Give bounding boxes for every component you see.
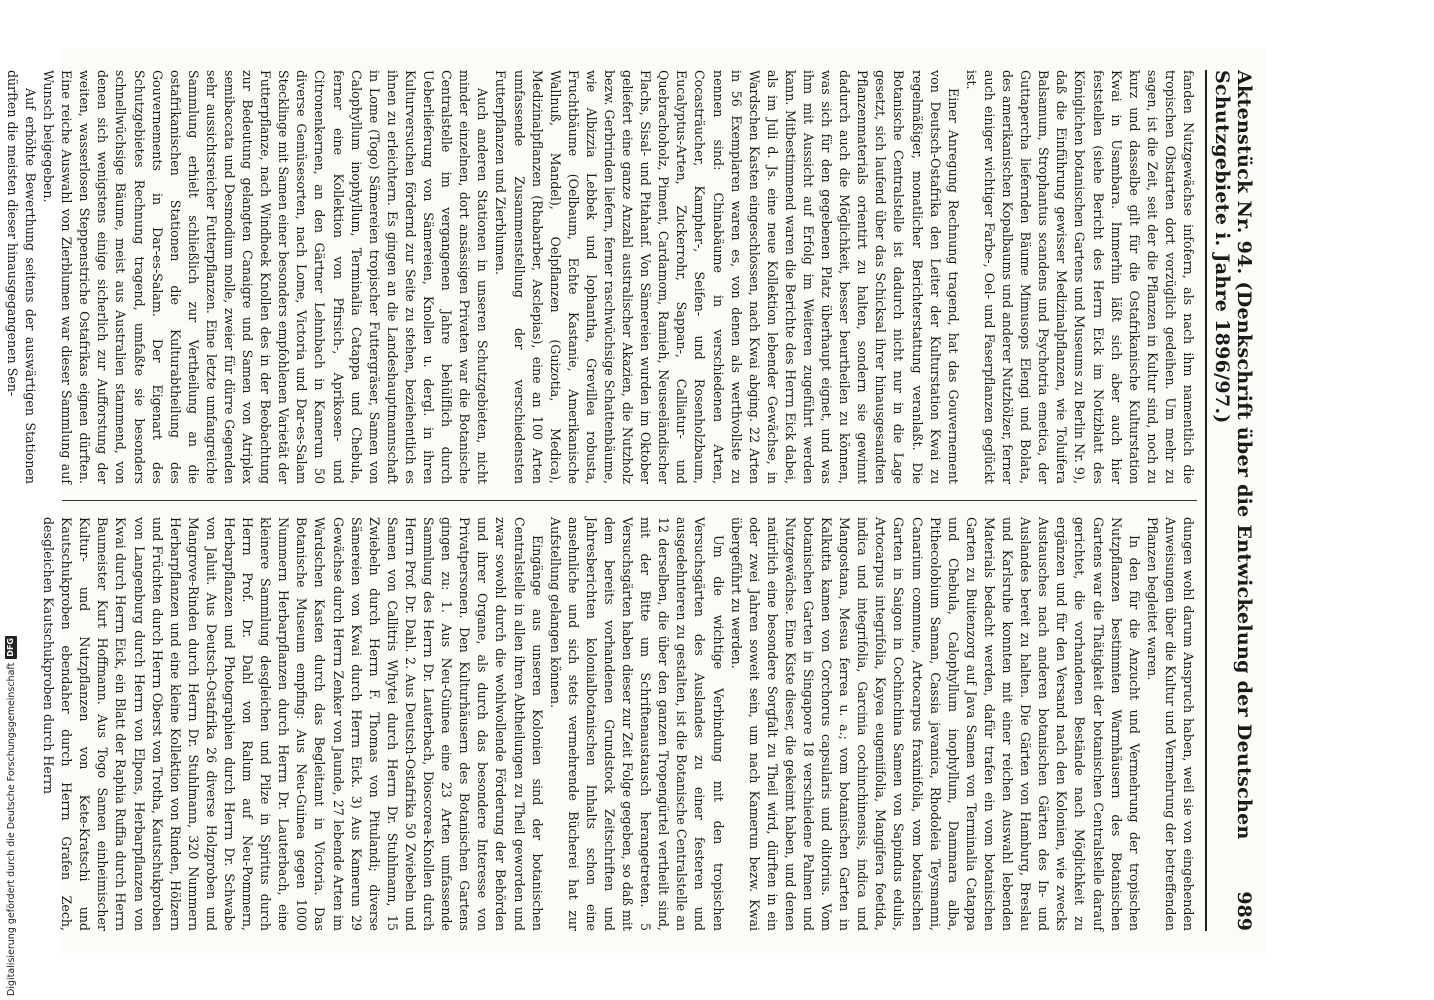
paragraph: Auf erhöhte Bewerthung seitens der auswärtigen Stationen dürften die meisten dieser hinausgegangenen Sen-: [4, 70, 38, 484]
paragraph: Um die wichtige Verbindung mit den tropischen Versuchsgärten des Auslandes zu einer festeren und ausgedehnteren zu gestalten, ist die Botanische Centralstelle an 12 derselben, die über den ganzen Tropengürtel vertheilt sind, mit der Bitte um Schriftenaustausch herangetreten. 5 Versuchsgärten haben dieser zur Zeit Folge gegeben, so daß mit dem bereits vorhandenen Grundstock Zeitschriften und Jahresberichten kolonialbotanischen Inhalts schon eine ansehnliche und sich stets vermehrende Bücherei hat zur Aufstellung gelangen können.: [547, 517, 726, 931]
paragraph: Eingänge aus unseren Kolonien sind der botanischen Centralstelle in allen ihren Abtheilungen zu Theil geworden und zwar sowohl durch die wohlwollende Förderung der Behörden und ihrer Organe, als durch das besondere Interesse von Privatpersonen. Den Kulturhäusern des Botanischen Gartens gingen zu: 1. Aus Neu-Guinea eine 23 Arten umfassende Sammlung des Herrn Dr. Lauterbach, Dioscorea-Knollen durch Herrn Prof. Dr. Dahl. 2. Aus Deutsch-Ostafrika 50 Zwiebeln und Samen von Callitris Whytei durch Herrn Dr. Stuhlmann, 15 Zwiebeln durch Herrn F. Thomas von Pitulandi; diverse Sämereien von Kwai durch Herrn Eick. 3) Aus Kamerun 29 Gewächse durch Herrn Zenker von Jaunde, 27 lebende Arten im Wardschen Kasten durch das Begleitamt in Victoria. Das Botanische Museum empfing: Aus Neu-Guinea gegen 1000 Nummern Herbarpflanzen durch Herrn Dr. Lauterbach, eine kleinere Sammlung desgleichen und Pilze in Spiritus durch Herrn Prof. Dr. Dahl von Ralum auf Neu-Pommern, Herbarpflanzen und Photographien durch Herrn Dr. Schwabe von Jaluit. Aus Deutsch-Ostafrika 26 diverse Holzproben und Mangrove-Rinden durch Herrn Dr. Stuhlmann, 320 Nummern Herbarpflanzen und eine kleine Kollektion von Rinden, Hölzern und Früchten durch Herrn Oberst von Trotha, Kautschukproben von Langenburg durch Herrn von Elpons, Herbarpflanzen von Kwai durch Herrn Eick, ein Blatt der Raphia Ruffia durch Herrn Baumeister Kurt Hoffmann. Aus Togo Samen einheimischer Kultur- und Nutzpflanzen von Kete-Kratschi und Kautschukproben ebendaher durch Herrn Grafen Zech, desgleichen Kautschukproben durch Herrn: [41, 517, 545, 931]
running-head: Aktenstück Nr. 94. (Denkschrift über die Entwickelung der Deutschen Schutzgebiete i. Jahre 1896/97.): [1211, 70, 1255, 840]
paragraph: fanden Nutzgewächse infofern, als nach ihm namentlich die tropischen Obstarten dort vorzüglich gedeihen. Um mehr zu sagen, ist die Zeit, seit der die Pflanzen in Kultur sind, noch zu kurz und dasselbe gilt für die Ostafrikanische Kulturstation Kwai in Usambara. Immerhin läßt sich aber auch hier feststellen (siehe Bericht des Herrn Eick im Notizblatt des Königlichen botanischen Gartens und Museums zu Berlin Nr. 9), daß die Einführung gewisser Medizinalpflanzen, wie Toluifera Balsamum, Strophantus scandens und Psychotria emetica, der Guttapercha liefernden Bäume Mimusops Elengi und Bolata, des amerikanischen Kopalbaums und anderer Nutzhölzer, ferner auch einiger wichtiger Farbe-, Oel- und Faserpflanzen geglückt ist.: [963, 70, 1196, 484]
credit-text: Digitalisierung gefördert durch die Deutsche Forschungsgemeinschaft: [5, 662, 17, 996]
right-column: [41, 517, 1197, 931]
digitization-credit: [4, 376, 18, 996]
left-column: [4, 70, 1197, 485]
paragraph: Einer Anregung Rechnung tragend, hat das Gouvernement von Deutsch-Ostafrika den Leiter der Kulturstation Kwai zu regelmäßiger, monatlicher Berichterstattung veranlaßt. Die Botanische Centralstelle ist dadurch nicht nur in die Lage gesetzt, sich laufend über das Schicksal ihrer hinausgesandten Pflanzenmaterials orientirt zu halten, sondern sie gewinnt dadurch auch die Möglichkeit, besser beurtheilen zu können, was sich für den gegebenen Platz überhaupt eignet, und was ihm mit Aussicht auf Erfolg im Weiteren zugeführt werden kann. Mitbestimmend waren die Berichte des Herrn Eick dabei, als im Juli d. Js. eine neue Kollektion lebender Gewächse, in Wardschen Kasten eingeschlossen, nach Kwai abging. 22 Arten in 56 Exemplaren waren es, von denen als werthvollste zu nennen sind: Chinabäume in verschiedenen Arten, Cocasträucher, Kampher-, Seifen- und Rosenholzbaum, Eucalyptus-Arten, Zuckerrohr, Sappan-, Calliatur- und Quebrachoholz, Piment, Cardamom, Ramieh, Neuseeländischer Flachs, Sisal- und Pitahanf. Von Sämereien wurden im Oktober geliefert eine ganze Anzahl australischer Akazien, die Nutzholz bezw. Gerbrinden liefern, ferner raschwüchsige Schattenbäume, wie Albizzia Lebbek und lophantha, Grevillea robusta, Fruchtbäume (Oelbaum, Echte Kastanie, Amerikanische Wallnuß, Mandel), Oelpflanzen (Guizotia, Medica), Medizinalpflanzen (Rhabarber, Asclepias), eine an 100 Arten umfassende Zusammenstellung der verschiedensten Futterpflanzen und Zierblumen.: [493, 70, 961, 484]
page-header: [1205, 70, 1255, 931]
page-number: 989: [1233, 891, 1255, 931]
paragraph: In den für die Anzucht und Vermehrung der tropischen Nutzpflanzen bestimmten Warmhäusern des Botanischen Gartens war die Thätigkeit der botanischen Centralstelle darauf gerichtet, die vorhandenen Bestände nach Möglichkeit zu ergänzen und für den Versand nach den Kolonien, wie zwecks Austausches nach anderen botanischen Gärten des In- und Auslandes bereit zu halten. Die Gärten von Hamburg, Breslau und Karlsruhe konnten mit einer reichen Auswahl lebenden Materials bedacht werden, dafür trafen ein vom botanischen Garten zu Buitenzorg auf Java Samen von Terminalia Catappa und Chebula, Calophyllum inophyllum, Dammara alba, Pithecolobium Saman, Cassia javanica, Rhodoleia Teysmanni, Canarium commune, Artocarpus fraxinifolia, vom botanischen Garten in Saigon in Cochinchina Samen von Sapindus edulis, Artocarpus integrifolia, Kayea eugeniifolia, Mangifera foetida, indica und integrifolia, Garcinia cochinchinensis, indica und Mangostana, Mesua ferrea u. a.; vom botanischen Garten in Kalkutta kamen von Corchorus capsularis und olitorius. Vom botanischen Garten in Singapore 18 verschiedene Palmen und Nutzgewächse. Eine Kiste dieser, die gekeimt haben, und denen natürlich eine besondere Sorgfalt zu Theil wird, dürften in ein oder zwei Jahren soweit sein, um nach Kamerun bezw. Kwai übergeführt zu werden.: [728, 517, 1142, 931]
paragraph: dungen wohl darum Anspruch haben, weil sie von eingehenden Anweisungen über die Kultur und Vermehrung der betreffenden Pflanzen begleitet waren.: [1144, 517, 1196, 931]
column-divider: [62, 500, 1197, 501]
paragraph: Auch anderen Stationen in unseren Schutzgebieten, nicht minder einzelnen, dort ansässigen Privaten war die Botanische Centralstelle im vergangenen Jahre behülflich durch Ueberlieferung von Sämereien, Knollen u. dergl. in ihren Kulturversuchen fördernd zur Seite zu stehen, beziehentlich es ihnen zu erleichtern. Es gingen an die Landeshauptmannschaft in Lome (Togo) Sämereien tropischer Futtergräser, Samen von Calophyllum inophyllum, Terminalia Catappa und Chebula, ferner eine Kollektion von Pfirsich-, Aprikosen- und Citronenkernen, an den Gärtner Lehmbach in Kamerun 50 diverse Gemüsesorten, nach Lome, Victoria und Dar-es-Salam Stecklinge mit Samen einer besonders empfohlenen Varietät der Futterpflanze, nach Windhoek Knollen des in der Beobachtung zur Bedeutung gelangten Canaigre und Samen von Atriplex semibaccata und Desmodium molle, zweier für dürre Gegenden sehr aussichtsreicher Futterpflanzen. Eine letzte umfangreiche Sammlung erhielt schließlich zur Vertheilung an die ostafrikanischen Stationen die Kulturabtheilung des Gouvernements in Dar-es-Salam. Der Eigenart des Schutzgebietes Rechnung tragend, umfaßte sie besonders schnellwüchsige Bäume, meist aus Australien stammend, von denen sich wenigstens einige sicherlich zur Aufforstung der weiten, wasserlosen Steppenstriche Ostafrikas eignen dürften. Eine reiche Auswahl von Zierblumen war dieser Sammlung auf Wunsch beigegeben.: [41, 70, 491, 485]
dfg-logo: DFG: [6, 638, 15, 657]
